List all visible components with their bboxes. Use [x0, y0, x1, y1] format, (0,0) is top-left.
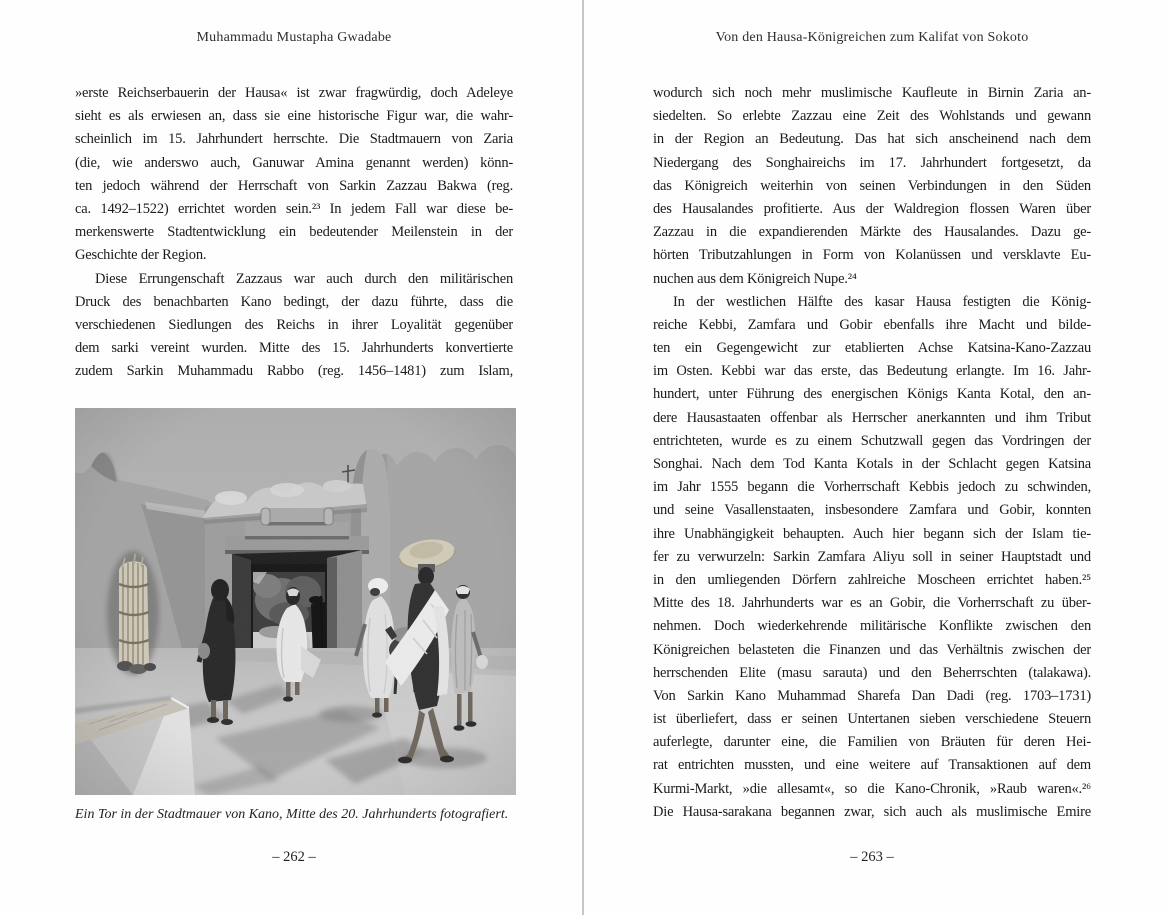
text-line: reiche Kebbi, Zamfara und Gobir ebenfalls ihre Macht und bilde- — [653, 316, 1091, 333]
text-line: Zazzau in die expandierenden Märkte des Hausalandes. Dazu ge- — [653, 224, 1091, 241]
text-line: Songhai. Nach dem Tod Kanta Kotals in der Schlacht gegen Katsina — [653, 456, 1091, 472]
running-head-right: Von den Hausa-Königreichen zum Kalifat von Sokoto — [715, 30, 1029, 45]
text-line: herrschenden Elite (masu sarauta) und den Beherrschten (talakawa). — [653, 664, 1091, 681]
text-line: und seine Vasallenstaaten, insbesondere Zamfara und Gobir, konnten — [653, 502, 1091, 519]
running-head-left: Muhammadu Mustapha Gwadabe — [196, 30, 392, 45]
text-line: im Jahr 1555 begann die Vorherrschaft Kebbis jedoch zu schwinden, — [653, 479, 1091, 496]
text-line: das Königreich weiterhin von seinen Verbindungen in den Süden — [653, 177, 1091, 194]
kano-gate-photo — [75, 408, 516, 795]
text-line: Von Sarkin Kano Muhammad Sharefa Dan Dadi (reg. 1703–1731) — [653, 687, 1091, 704]
text-line: nuchen aus dem Königreich Nupe.²⁴ — [653, 270, 857, 287]
text-line: Geschichte der Region. — [75, 247, 207, 264]
figure-kano-gate — [75, 408, 516, 823]
text-line: hörten Tributzahlungen in Form von Kolanüssen und versklavte Eu- — [653, 247, 1091, 264]
text-line: dere Hausastaaten offenbar als Herrscher anerkannten und ihm Tribut — [653, 409, 1091, 426]
text-line: fer zu verwurzeln: Sarkin Zamfara Aliyu soll in seiner Hauptstadt und — [653, 548, 1091, 565]
text-line: Druck des benachbarten Kano bedingt, der dazu führte, dass die — [75, 293, 513, 310]
text-line: Diese Errungenschaft Zazzaus war auch durch den militärischen — [95, 270, 513, 287]
text-line: entrichteten, wurde es zu einem Schutzwall gegen das Vordringen der — [653, 432, 1091, 449]
text-line: ca. 1492–1522) errichtet worden sein.²³ In jedem Fall war diese be- — [75, 200, 513, 217]
text-line: auferlegte, darunter eine, die Familien von Bräuten für deren Hei- — [653, 734, 1091, 751]
text-line: im Osten. Kebbi war das erste, das Bedeutung erlangte. Im 16. Jahr- — [653, 363, 1091, 380]
text-line: wodurch sich noch mehr muslimische Kaufleute in Birnin Zaria an- — [653, 85, 1091, 101]
body-text-right — [653, 82, 1091, 824]
text-line: Königreichen belasteten die Finanzen und das Verhältnis zwischen der — [653, 641, 1091, 658]
page-number-right: – 263 – — [850, 849, 894, 865]
text-line: In der westlichen Hälfte des kasar Hausa festigten die König- — [673, 293, 1091, 310]
figure-caption: Ein Tor in der Stadtmauer von Kano, Mitte des 20. Jahrhunderts fotografiert. — [75, 807, 509, 822]
text-line: nehmen. Doch wiederkehrende militärische Konflikte zwischen den — [653, 618, 1091, 635]
text-line: sieht es als erwiesen an, dass sie eine historische Figur war, die wahr- — [75, 108, 513, 125]
text-line: siedelten. So erlebte Zazzau eine Zeit des Wohlstands und gewann — [653, 108, 1091, 125]
text-line: Mitte des 18. Jahrhunderts war es an Gobir, die Vorherrschaft zu über- — [653, 595, 1091, 612]
text-line: zudem Sarkin Muhammadu Rabbo (reg. 1456–1481) zum Islam, — [75, 363, 513, 380]
page-number-left: – 262 – — [272, 849, 316, 865]
page-gutter-divider — [582, 0, 584, 915]
text-line: verschiedenen Siedlungen des Reichs in ihrer Loyalität gegenüber — [75, 316, 513, 333]
text-line: in der Region an Bedeutung. Das hat sich anscheinend nach dem — [653, 131, 1091, 148]
text-line: Kurmi-Markt, »die allesamt«, so die Kano-Chronik, »Raub waren«.²⁶ — [653, 780, 1091, 797]
text-line: (die, wie anderswo auch, Ganuwar Amina genannt werden) könn- — [75, 154, 513, 171]
text-line: »erste Reichserbauerin der Hausa« ist zwar fragwürdig, doch Adeleye — [75, 85, 513, 101]
text-line: ten jedoch während der Herrschaft von Sarkin Zazzau Bakwa (reg. — [75, 177, 513, 194]
text-line: rat entrichten mussten, und eine weitere auf Transaktionen auf dem — [653, 757, 1091, 774]
text-line: des Hausalandes profitierte. Aus der Waldregion flossen Waren über — [653, 200, 1091, 217]
text-line: ihre Unabhängigkeit behaupten. Auch hier begann sich der Islam tie- — [653, 525, 1091, 542]
text-line: merkenswerte Stadtentwicklung ein bedeutender Meilenstein in der — [75, 224, 513, 241]
text-line: Die Hausa-sarakana begannen zwar, sich auch als muslimische Emire — [653, 803, 1091, 820]
text-line: scheinlich im 15. Jahrhundert herrschte. Die Stadtmauern von Zaria — [75, 131, 513, 148]
text-line: dem sarki vereint wurden. Mitte des 15. Jahrhunderts konvertierte — [75, 340, 513, 357]
text-line: Niedergang des Songhaireichs im 17. Jahrhundert fortgesetzt, da — [653, 154, 1091, 171]
body-text-left — [75, 82, 513, 383]
text-line: ist überliefert, dass er seinen Untertanen sieben verschiedene Steuern — [653, 711, 1091, 728]
text-line: ten ein Gegengewicht zur etablierten Achse Katsina-Kano-Zazzau — [653, 340, 1091, 357]
text-line: hundert, unter Führung des energischen Königs Kanta Kotal, den an- — [653, 386, 1091, 403]
text-line: in den umliegenden Dörfern zahlreiche Moscheen errichtet haben.²⁵ — [653, 571, 1091, 588]
